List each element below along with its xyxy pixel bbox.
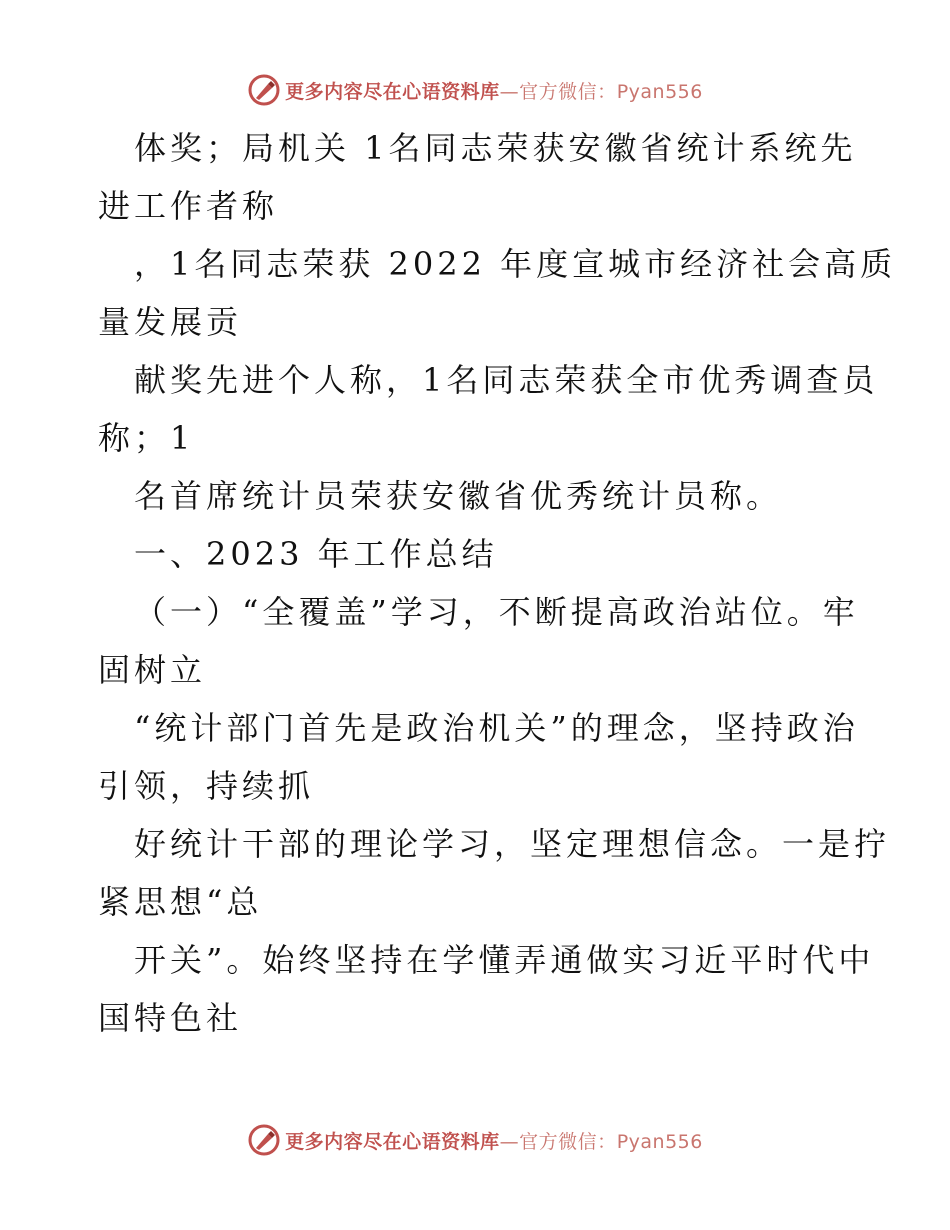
section-heading: 一、2023 年工作总结 [134,535,498,573]
text-line: 名首席统计员荣获安徽省优秀统计员称。 [134,477,783,515]
watermark-text [285,1127,703,1154]
text-line: “统计部门首先是政治机关”的理念，坚持政治 [134,709,859,747]
watermark-wechat-id: Pyan556 [616,1130,703,1153]
text-line: 体奖；局机关 1名同志荣获安徽省统计系统先 [134,129,857,167]
text-line: 量发展贡 [98,303,243,341]
watermark-dash: — [499,80,520,103]
watermark-tail: 官方微信： [519,80,617,103]
pen-nib-seal-icon [247,1123,281,1157]
watermark-tail: 官方微信： [519,1130,617,1153]
text-line: 固树立 [98,651,207,689]
text-line: 好统计干部的理论学习，坚定理想信念。一是拧 [134,825,891,863]
footer-watermark [0,1122,950,1158]
text-line: 引领，持续抓 [98,767,315,805]
text-line: 进工作者称 [98,187,279,225]
text-line: 称；1 [98,419,195,457]
watermark-text [285,77,703,104]
text-line: 开关”。始终坚持在学懂弄通做实习近平时代中 [134,941,875,979]
text-line: 献奖先进个人称，1名同志荣获全市优秀调查员 [134,361,879,399]
text-line: （一）“全覆盖”学习，不断提高政治站位。牢 [134,593,859,631]
header-watermark [0,72,950,108]
watermark-wechat-id: Pyan556 [616,80,703,103]
text-line: ，1名同志荣获 2022 年度宣城市经济社会高质 [134,245,897,283]
watermark-lead: 更多内容尽在心语资料库 [285,1130,500,1153]
watermark-lead: 更多内容尽在心语资料库 [285,80,500,103]
pen-nib-seal-icon [247,73,281,107]
watermark-dash: — [499,1130,520,1153]
text-line: 国特色社 [98,999,243,1037]
text-line: 紧思想“总 [98,883,263,921]
